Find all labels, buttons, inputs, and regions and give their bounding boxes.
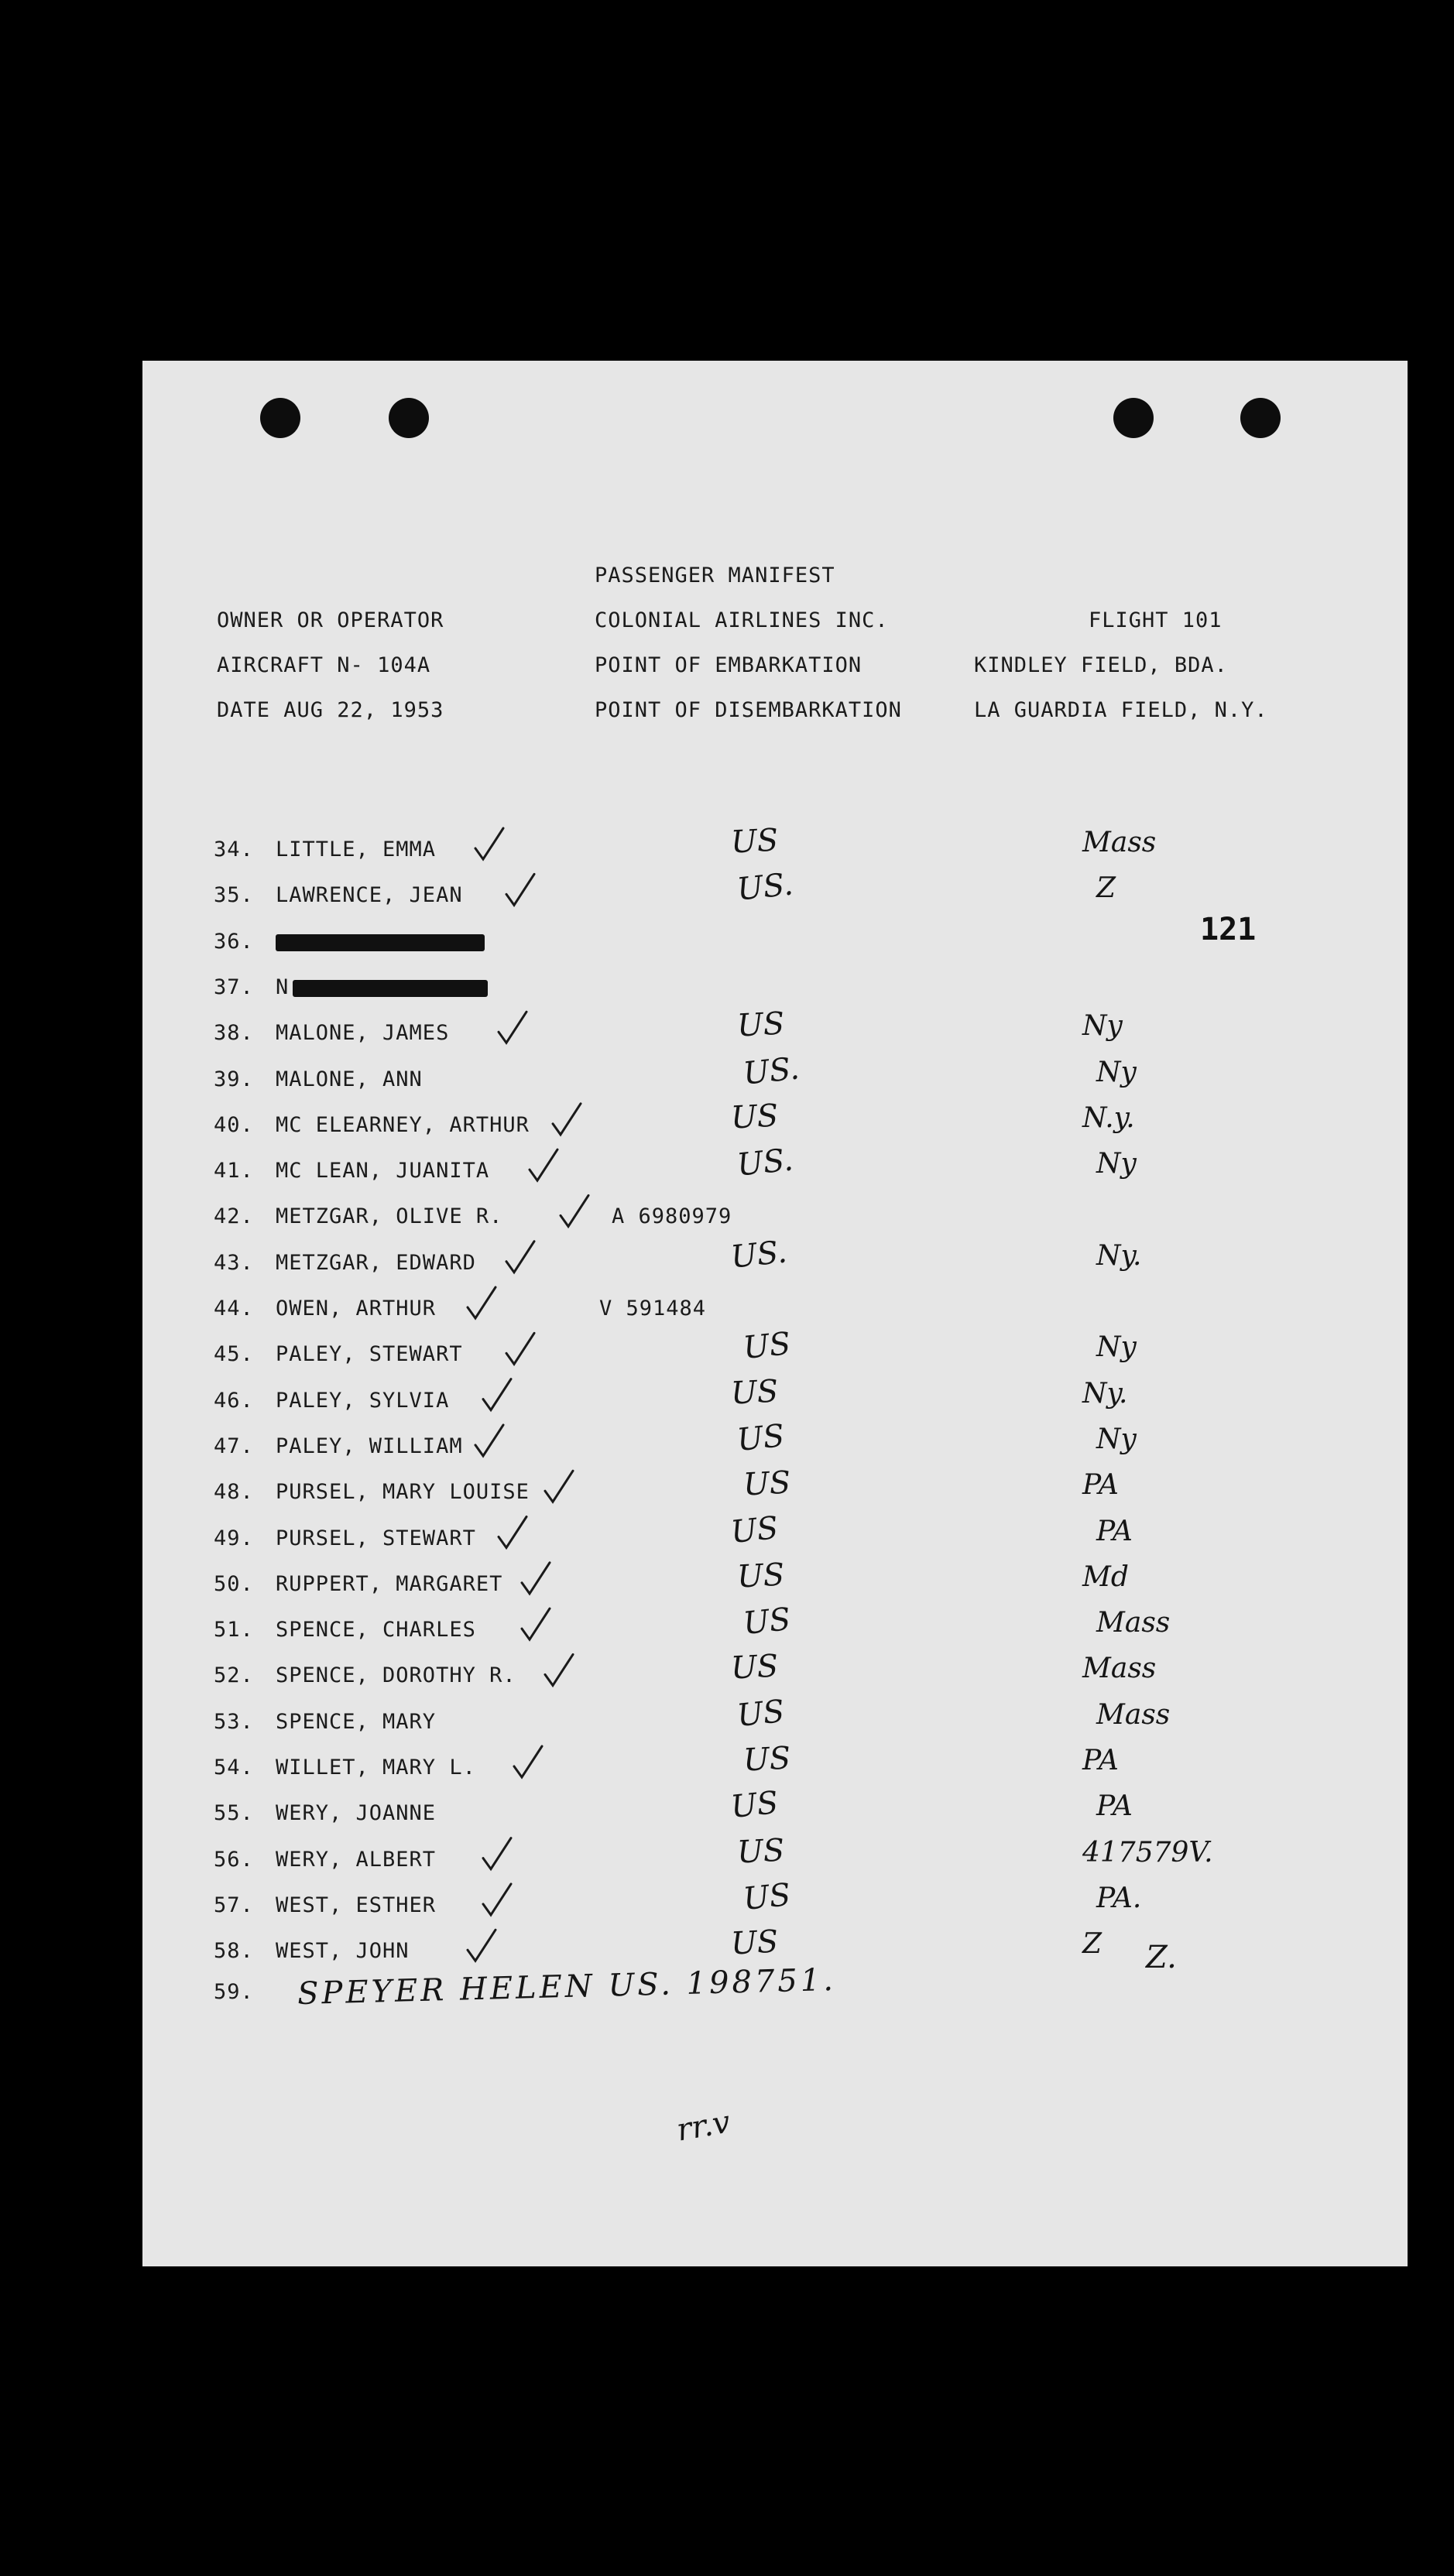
- row-number: 46.: [214, 1389, 254, 1413]
- check-marks: [142, 361, 1408, 2266]
- passenger-name: WEST, ESTHER: [276, 1893, 437, 1917]
- check-mark: [499, 1517, 526, 1548]
- row-number: 51.: [214, 1618, 254, 1642]
- passenger-name: SPENCE, DOROTHY R.: [276, 1663, 516, 1687]
- nationality-handwritten: US: [729, 1648, 780, 1687]
- check-mark: [545, 1654, 573, 1685]
- header-embarkation-label: POINT OF EMBARKATION: [595, 653, 862, 677]
- nationality-handwritten: US: [729, 822, 780, 861]
- check-mark: [475, 1425, 503, 1456]
- destination-handwritten: Mass: [1082, 1653, 1157, 1684]
- row-number: 57.: [214, 1893, 254, 1917]
- row-number: 42.: [214, 1204, 254, 1228]
- destination-handwritten: Mass: [1082, 827, 1157, 858]
- nationality-handwritten: US.: [735, 1142, 795, 1184]
- nationality-handwritten: US: [729, 1373, 780, 1412]
- row-number: 45.: [214, 1342, 254, 1366]
- passenger-name: PALEY, STEWART: [276, 1342, 463, 1366]
- row-number: 59.: [214, 1980, 254, 2004]
- row-number: 39.: [214, 1067, 254, 1091]
- row-number: 50.: [214, 1572, 254, 1596]
- check-mark: [468, 1287, 496, 1318]
- passenger-name: PURSEL, MARY LOUISE: [276, 1480, 530, 1504]
- page-number: 121: [1200, 912, 1257, 947]
- row-number: 56.: [214, 1848, 254, 1872]
- passenger-name: SPENCE, MARY: [276, 1710, 437, 1734]
- row-number: 41.: [214, 1159, 254, 1183]
- header-disembarkation-label: POINT OF DISEMBARKATION: [595, 698, 902, 722]
- header-aircraft: AIRCRAFT N- 104A: [217, 653, 431, 677]
- passenger-name: RUPPERT, MARGARET: [276, 1572, 503, 1596]
- row-number: 52.: [214, 1663, 254, 1687]
- passenger-name: WEST, JOHN: [276, 1939, 410, 1963]
- passenger-name: METZGAR, OLIVE R.: [276, 1204, 503, 1228]
- manifest-title: PASSENGER MANIFEST: [595, 564, 835, 587]
- nationality-handwritten: US: [736, 1832, 786, 1871]
- nationality-handwritten: US: [729, 1509, 780, 1551]
- row-number: 54.: [214, 1756, 254, 1780]
- row-number: 40.: [214, 1113, 254, 1137]
- row-number: 35.: [214, 883, 254, 907]
- destination-handwritten: Ny: [1096, 1423, 1137, 1455]
- passenger-name: WILLET, MARY L.: [276, 1756, 476, 1780]
- destination-handwritten: PA: [1082, 1745, 1119, 1776]
- row-number: 43.: [214, 1251, 254, 1275]
- nationality-handwritten: US: [735, 1417, 787, 1459]
- nationality-handwritten: US.: [741, 1050, 801, 1092]
- check-mark: [561, 1195, 588, 1226]
- check-mark: [506, 1242, 534, 1273]
- row-number: 47.: [214, 1434, 254, 1458]
- destination-handwritten: N.y.: [1082, 1102, 1135, 1134]
- destination-handwritten: Mass: [1096, 1607, 1171, 1639]
- handwritten-destination: Z.: [1146, 1940, 1177, 1975]
- destination-handwritten: Ny: [1096, 1331, 1137, 1363]
- destination-handwritten: Z: [1082, 1928, 1103, 1960]
- row-number: 37.: [214, 975, 254, 999]
- passenger-name: OWEN, ARTHUR: [276, 1297, 437, 1321]
- manifest-page: [142, 361, 1408, 2266]
- passenger-name: PALEY, SYLVIA: [276, 1389, 450, 1413]
- nationality-handwritten: US: [741, 1325, 793, 1367]
- nationality-handwritten: US: [742, 1740, 792, 1779]
- nationality-handwritten: US.: [735, 866, 795, 908]
- nationality-handwritten: US: [736, 1005, 786, 1044]
- nationality-handwritten: US: [735, 1693, 787, 1735]
- row-number: 48.: [214, 1480, 254, 1504]
- destination-handwritten: Ny: [1096, 1057, 1137, 1088]
- check-mark: [522, 1608, 550, 1639]
- destination-handwritten: Ny: [1082, 1010, 1123, 1042]
- check-mark: [514, 1746, 542, 1777]
- passenger-name: PALEY, WILLIAM: [276, 1434, 463, 1458]
- passenger-name: MALONE, ANN: [276, 1067, 423, 1091]
- check-mark: [506, 874, 534, 905]
- nationality-handwritten: US: [729, 1923, 780, 1962]
- check-mark: [483, 1884, 511, 1915]
- header-operator: COLONIAL AIRLINES INC.: [595, 608, 889, 632]
- passenger-name: MALONE, JAMES: [276, 1021, 450, 1045]
- nationality-handwritten: US: [729, 1784, 780, 1826]
- check-mark: [475, 828, 503, 859]
- check-mark: [522, 1563, 550, 1594]
- passenger-name: LAWRENCE, JEAN: [276, 883, 463, 907]
- destination-handwritten: Z: [1096, 872, 1116, 904]
- nationality-handwritten: US: [741, 1876, 793, 1918]
- row-number: 49.: [214, 1526, 254, 1550]
- passenger-name: N: [276, 975, 290, 999]
- row-number: 55.: [214, 1801, 254, 1825]
- check-mark: [506, 1333, 534, 1364]
- passenger-name: MC ELEARNEY, ARTHUR: [276, 1113, 530, 1137]
- row-number: 36.: [214, 930, 254, 954]
- passport-number: V 591484: [599, 1297, 707, 1321]
- row-number: 44.: [214, 1297, 254, 1321]
- check-mark: [483, 1838, 511, 1869]
- destination-handwritten: PA: [1096, 1516, 1133, 1547]
- nationality-handwritten: US: [729, 1098, 780, 1136]
- header-embarkation-field: KINDLEY FIELD, BDA.: [974, 653, 1228, 677]
- destination-handwritten: Ny: [1096, 1148, 1137, 1180]
- header-date: DATE AUG 22, 1953: [217, 698, 444, 722]
- check-mark: [553, 1104, 581, 1135]
- passenger-name: LITTLE, EMMA: [276, 838, 437, 862]
- destination-handwritten: Md: [1082, 1561, 1129, 1593]
- passport-number: A 6980979: [612, 1204, 732, 1228]
- nationality-handwritten: US.: [729, 1234, 789, 1276]
- destination-handwritten: PA.: [1096, 1882, 1142, 1914]
- passenger-name: MC LEAN, JUANITA: [276, 1159, 490, 1183]
- nationality-handwritten: US: [742, 1464, 792, 1503]
- header-flight: FLIGHT 101: [1089, 608, 1223, 632]
- passenger-name: PURSEL, STEWART: [276, 1526, 476, 1550]
- passenger-name: SPENCE, CHARLES: [276, 1618, 476, 1642]
- check-mark: [468, 1930, 496, 1961]
- row-number: 34.: [214, 838, 254, 862]
- destination-handwritten: Mass: [1096, 1699, 1171, 1731]
- row-number: 38.: [214, 1021, 254, 1045]
- header-disembarkation-field: LA GUARDIA FIELD, N.Y.: [974, 698, 1268, 722]
- row-number: 58.: [214, 1939, 254, 1963]
- destination-handwritten: PA: [1096, 1790, 1133, 1822]
- handwritten-entry: SPEYER HELEN US. 198751.: [297, 1961, 837, 2012]
- destination-handwritten: Ny.: [1096, 1240, 1142, 1272]
- nationality-handwritten: US: [741, 1601, 793, 1643]
- check-mark: [530, 1149, 557, 1180]
- nationality-handwritten: US: [736, 1557, 786, 1595]
- destination-handwritten: PA: [1082, 1469, 1119, 1501]
- destination-handwritten: 417579V.: [1082, 1837, 1213, 1869]
- passenger-name: WERY, ALBERT: [276, 1848, 437, 1872]
- check-mark: [545, 1471, 573, 1502]
- check-mark: [499, 1012, 526, 1043]
- header-owner-label: OWNER OR OPERATOR: [217, 608, 444, 632]
- footer-scrawl: rr.v: [674, 2104, 733, 2149]
- row-number: 53.: [214, 1710, 254, 1734]
- destination-handwritten: Ny.: [1082, 1378, 1128, 1410]
- passenger-name: WERY, JOANNE: [276, 1801, 437, 1825]
- passenger-name: METZGAR, EDWARD: [276, 1251, 476, 1275]
- check-mark: [483, 1379, 511, 1410]
